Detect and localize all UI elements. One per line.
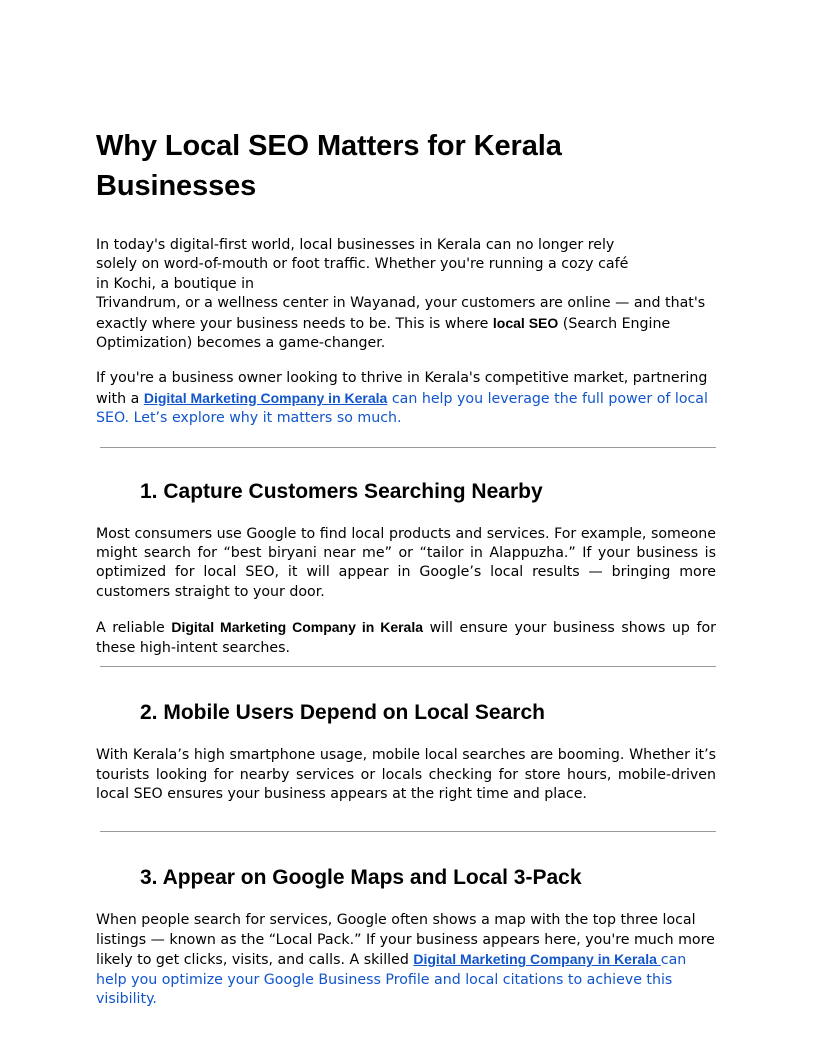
section-divider-3: [100, 831, 716, 832]
page-title: Why Local SEO Matters for Kerala Businesses: [96, 130, 562, 202]
section-heading-1: 1. Capture Customers Searching Nearby: [140, 479, 543, 503]
intro-line-4: Trivandrum, or a wellness center in Wayanad, your customers are online — and that's exactly where your business needs to be. This is where: [96, 295, 706, 332]
document-page: [96, 126, 716, 1025]
intro-p2-start: If you're a business owner looking to thrive in Kerala's competitive market, partnering with a: [96, 370, 708, 407]
digital-marketing-link-1[interactable]: Digital Marketing Company in Kerala: [143, 389, 388, 406]
section-heading-3: 3. Appear on Google Maps and Local 3-Pack: [140, 866, 582, 890]
intro-paragraph-2: [96, 369, 716, 428]
section-1-bold-keyword: Digital Marketing Company in Kerala: [171, 619, 424, 636]
section-1-p2-start: A reliable: [96, 620, 172, 637]
section-2-paragraph-1: With Kerala’s high smartphone usage, mobile local searches are booming. Whether it’s tourists looking for nearby services or locals checking for store hours, mobile-driven local SEO ensures your business appears at the right time and place.: [96, 747, 716, 802]
section-1-p2-end: will ensure your business shows up for these high-intent searches.: [96, 620, 716, 656]
intro-line-end: (Search Engine Optimization) becomes a game-changer.: [96, 315, 671, 352]
section-1-paragraph-2: [96, 618, 716, 658]
digital-marketing-link-2[interactable]: Digital Marketing Company in Kerala: [413, 951, 661, 968]
section-heading-2: 2. Mobile Users Depend on Local Search: [140, 701, 545, 725]
intro-line-2: solely on word-of-mouth or foot traffic. Whether you're running a cozy café: [96, 256, 629, 273]
section-divider-1: [100, 447, 716, 448]
section-divider-2: [100, 666, 716, 667]
intro-line-1: In today's digital-first world, local businesses in Kerala can no longer rely: [96, 237, 615, 253]
section-3-paragraph-1: [96, 911, 716, 1009]
intro-paragraph: [96, 236, 716, 353]
section-1-paragraph-1: Most consumers use Google to find local products and services. For example, someone might search for “best biryani near me” or “tailor in Alappuzha.” If your business is optimized for local SEO, it will appear in Google’s local results — bringing more customers straight to your door.: [96, 525, 716, 600]
intro-p2-end: can help you leverage the full power of local SEO. Let’s explore why it matters so much.: [96, 390, 708, 427]
intro-line-3: in Kochi, a boutique in: [96, 275, 255, 292]
intro-bold-keyword: local SEO: [492, 314, 559, 331]
section-3-p1-end: can help you optimize your Google Business Profile and local citations to achieve this visibility.: [96, 952, 687, 1007]
section-3-p1-start: When people search for services, Google often shows a map with the top three local listings — known as the “Local Pack.” If your business appears here, you're much more likely to get clicks, visits, and calls. A skilled: [96, 912, 715, 969]
